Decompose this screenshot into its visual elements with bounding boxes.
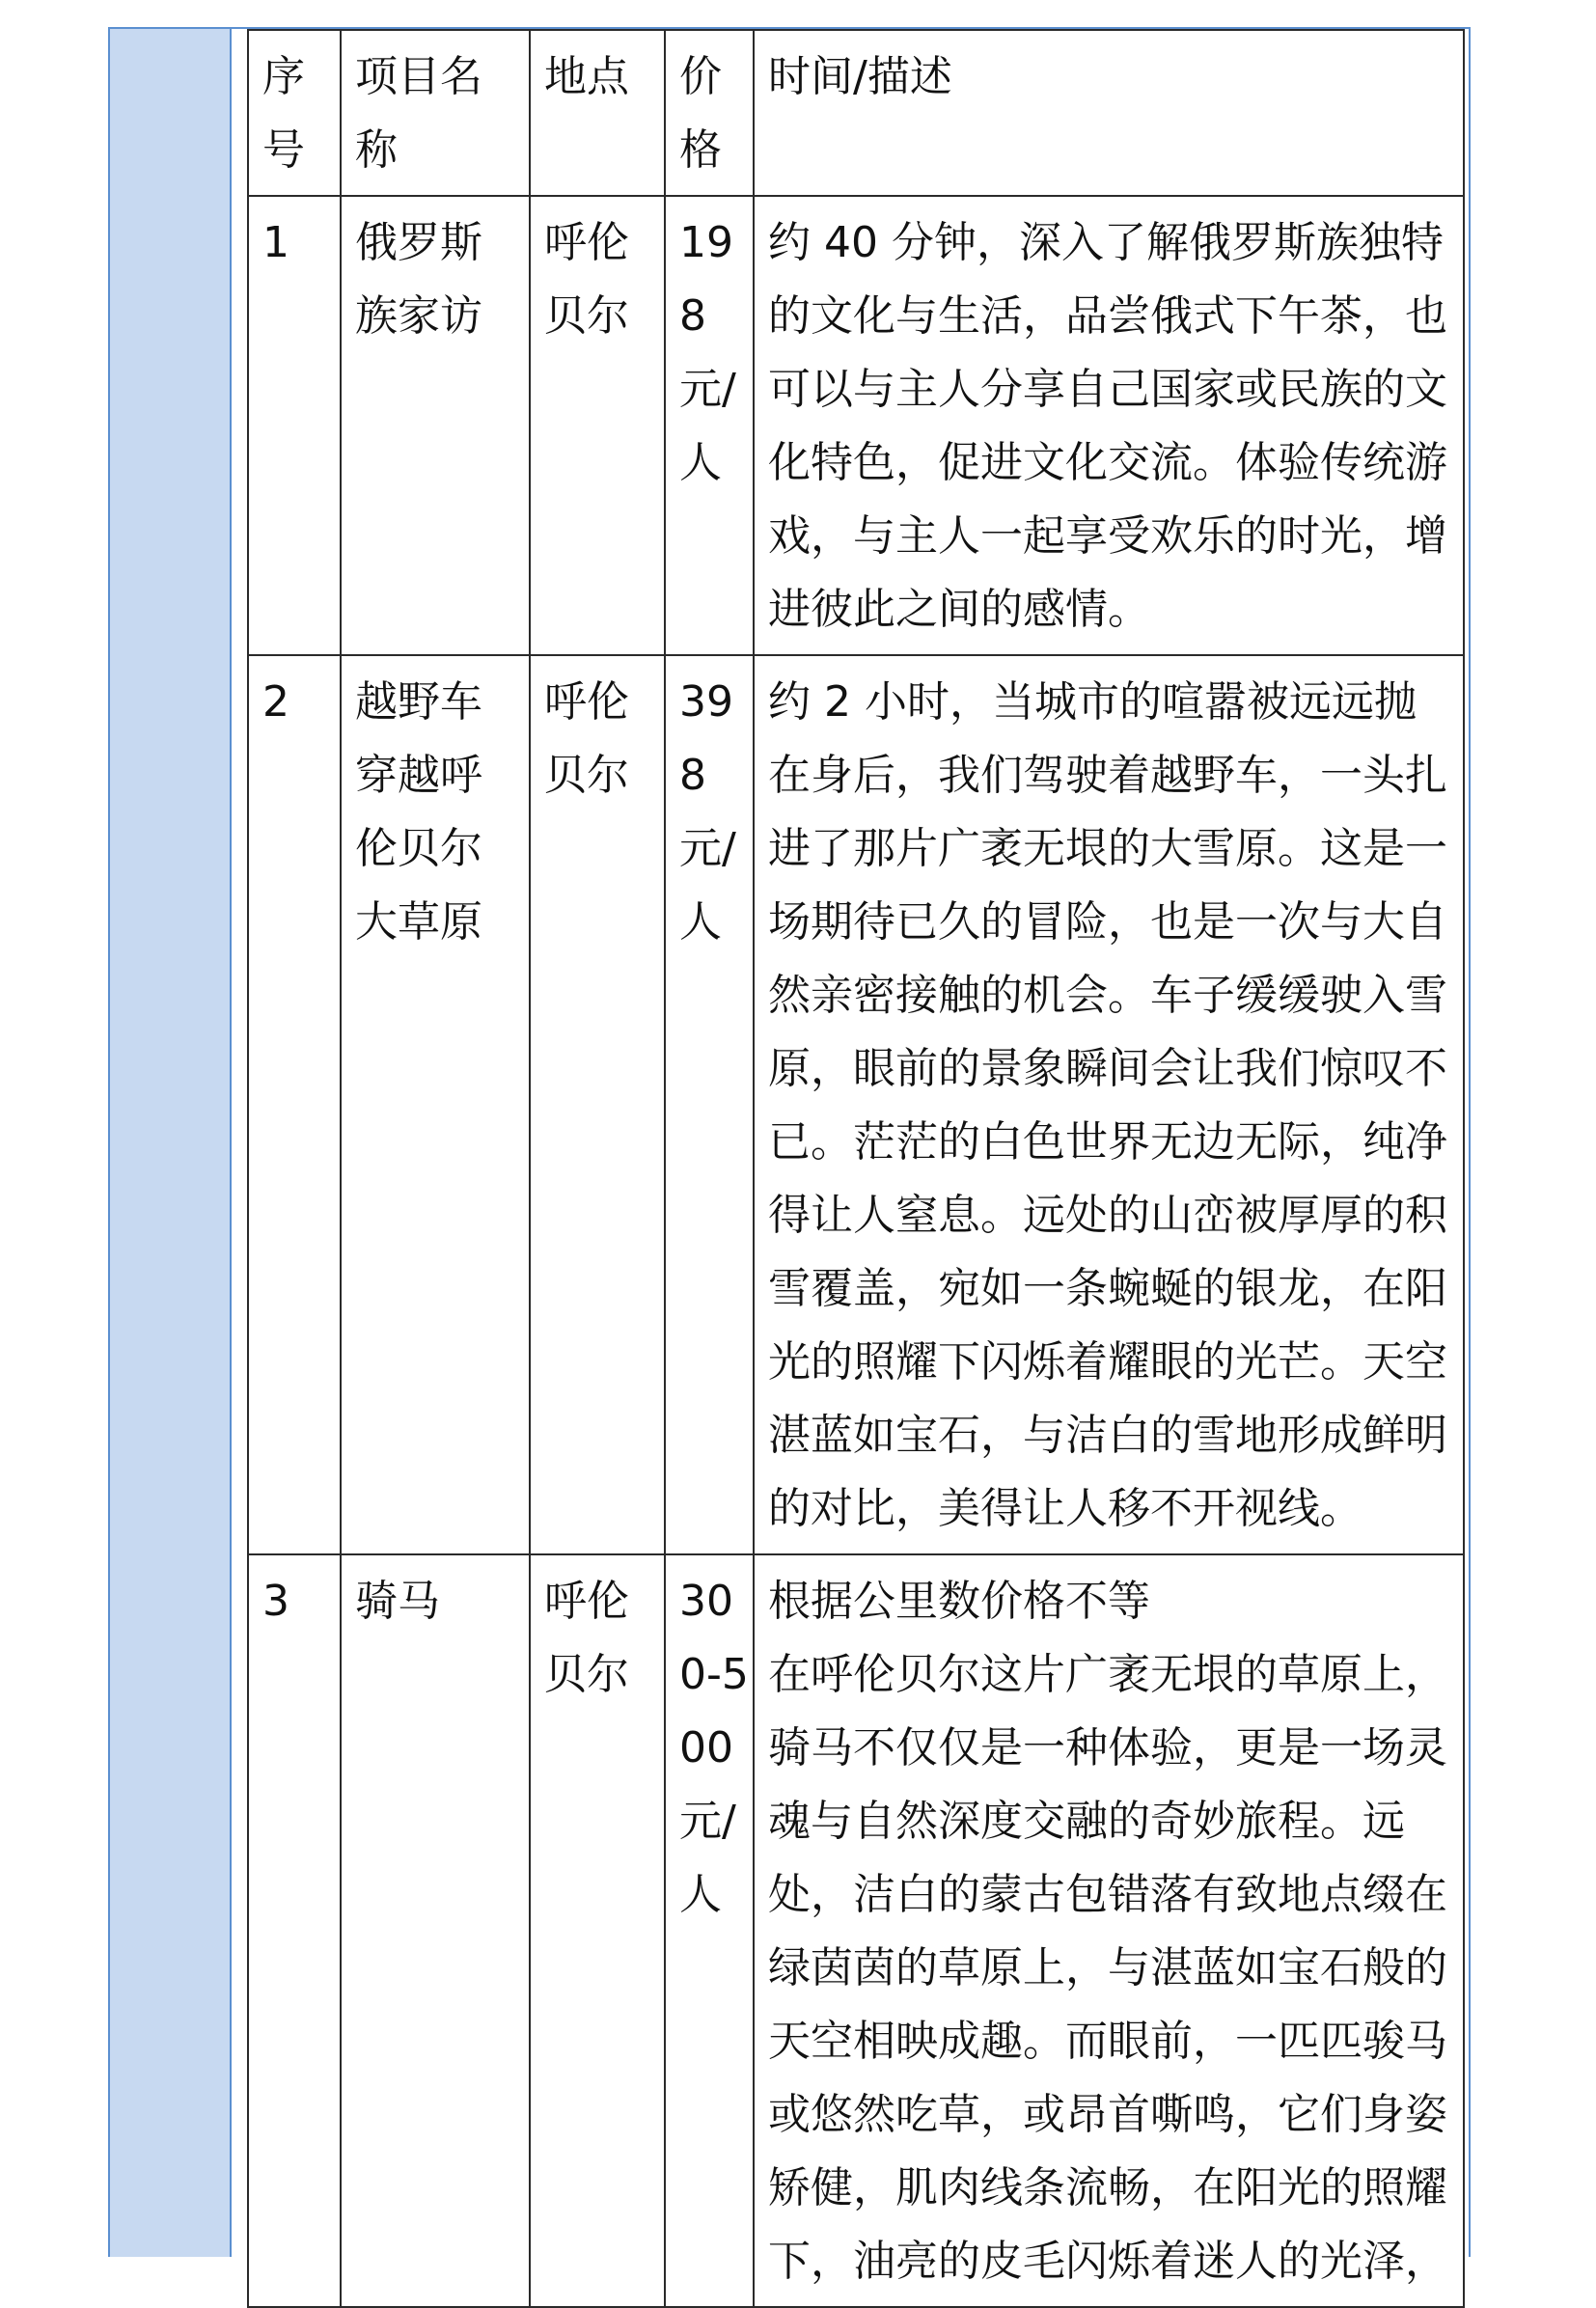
table-header-row — [248, 30, 1464, 196]
cell-no: 3 — [248, 1554, 341, 2307]
cell-description — [754, 655, 1464, 1554]
description-text: 在呼伦贝尔这片广袤无垠的草原上，骑马不仅仅是一种体验，更是一场灵魂与自然深度交融的奇妙旅程。远处，洁白的蒙古包错落有致地点缀在绿茵茵的草原上，与湛蓝如宝石般的天空相映成趣。而眼前，一匹匹骏马或悠然吃草，或昂首嘶鸣，它们身姿矫健，肌肉线条流畅，在阳光的照耀下，油亮的皮毛闪烁着迷人的光泽， — [768, 1650, 1447, 2286]
cell-name: 俄罗斯族家访 — [341, 196, 530, 655]
side-band — [110, 29, 232, 2257]
cell-no: 1 — [248, 196, 341, 655]
cell-price: 198元/人 — [665, 196, 754, 655]
header-description: 时间/描述 — [754, 30, 1464, 196]
description-text: 约 40 分钟，深入了解俄罗斯族独特的文化与生活，品尝俄式下午茶，也可以与主人分享自己国家或民族的文化特色，促进文化交流。体验传统游戏，与主人一起享受欢乐的时光，增进彼此之间的感情。 — [768, 218, 1447, 634]
cell-price: 398元/人 — [665, 655, 754, 1554]
description-note: 根据公里数价格不等 — [768, 1577, 1150, 1626]
cell-description — [754, 196, 1464, 655]
project-table — [247, 29, 1465, 2308]
cell-no: 2 — [248, 655, 341, 1554]
header-location: 地点 — [530, 30, 665, 196]
table-row — [248, 1554, 1464, 2307]
cell-location: 呼伦贝尔 — [530, 655, 665, 1554]
cell-name: 越野车穿越呼伦贝尔大草原 — [341, 655, 530, 1554]
cell-price: 300-500元/人 — [665, 1554, 754, 2307]
header-name: 项目名称 — [341, 30, 530, 196]
cell-location: 呼伦贝尔 — [530, 1554, 665, 2307]
header-price: 价格 — [665, 30, 754, 196]
table-row — [248, 196, 1464, 655]
header-no: 序号 — [248, 30, 341, 196]
description-text: 约 2 小时，当城市的喧嚣被远远抛在身后，我们驾驶着越野车，一头扎进了那片广袤无垠的大雪原。这是一场期待已久的冒险，也是一次与大自然亲密接触的机会。车子缓缓驶入雪原，眼前的景象瞬间会让我们惊叹不已。茫茫的白色世界无边无际，纯净得让人窒息。远处的山峦被厚厚的积雪覆盖，宛如一条蜿蜒的银龙，在阳光的照耀下闪烁着耀眼的光芒。天空湛蓝如宝石，与洁白的雪地形成鲜明的对比，美得让人移不开视线。 — [768, 677, 1447, 1533]
table-row — [248, 655, 1464, 1554]
cell-name: 骑马 — [341, 1554, 530, 2307]
cell-description — [754, 1554, 1464, 2307]
cell-location: 呼伦贝尔 — [530, 196, 665, 655]
